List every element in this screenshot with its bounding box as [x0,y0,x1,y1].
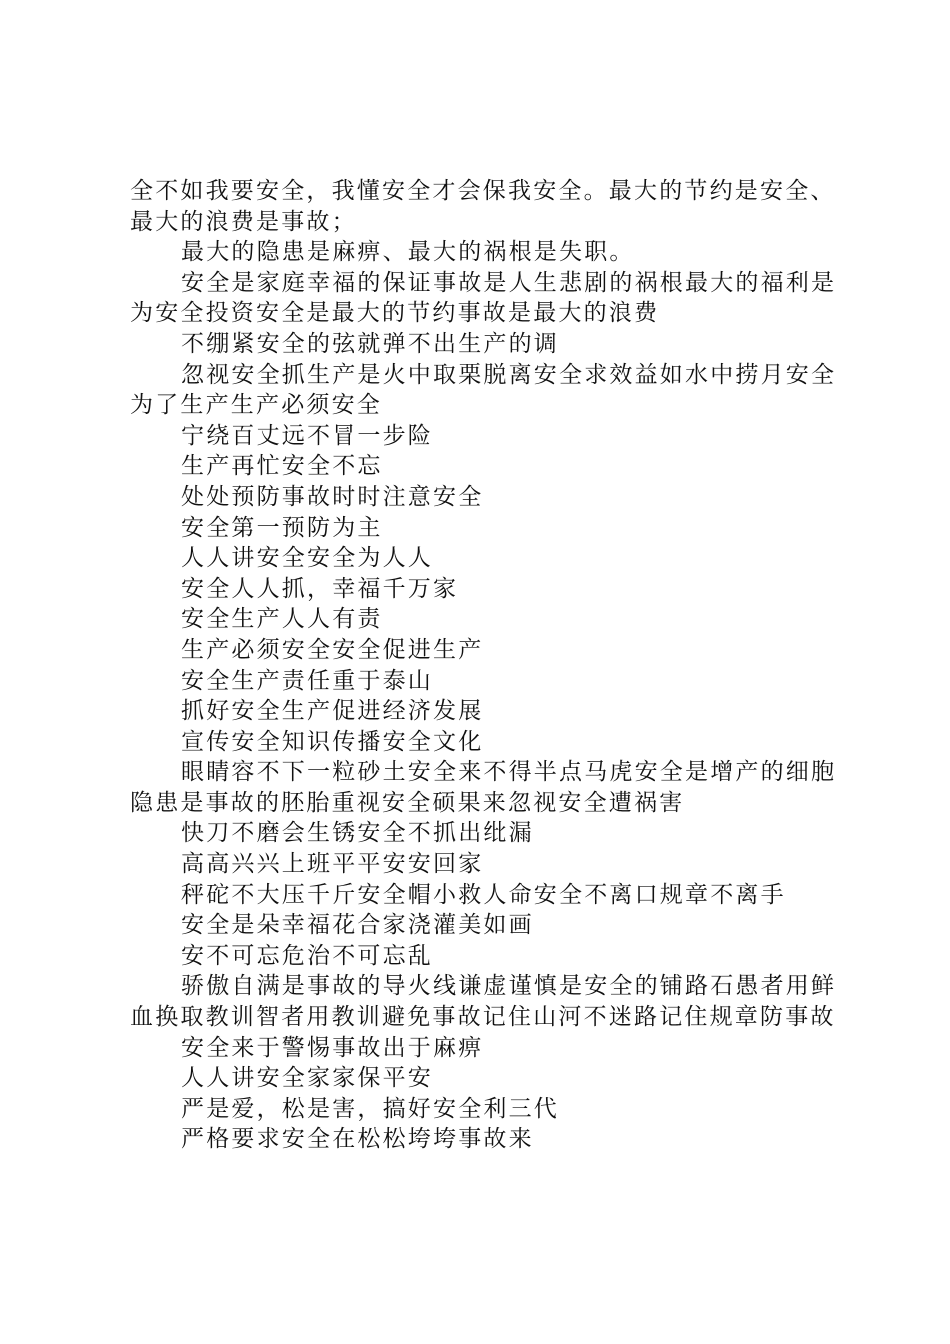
paragraph: 宣传安全知识传播安全文化 [181,728,484,755]
paragraph: 高高兴兴上班平平安安回家 [181,851,484,878]
paragraph: 骄傲自满是事故的导火线谦虚谨慎是安全的铺路石愚者用鲜血换取教训智者用教训避免事故记住山河不迷路记住规章防事故 [130,973,837,1031]
paragraph: 眼睛容不下一粒砂土安全来不得半点马虎安全是增产的细胞隐患是事故的胚胎重视安全硕果来忽视安全遭祸害 [130,759,837,816]
paragraph: 抓好安全生产促进经济发展 [181,698,484,725]
paragraph: 全不如我要安全，我懂安全才会保我安全。最大的节约是安全、最大的浪费是事故； [130,178,836,235]
paragraph: 人人讲安全安全为人人 [181,545,433,572]
paragraph: 生产必须安全安全促进生产 [181,636,484,663]
paragraph: 安全人人抓，幸福千万家 [181,575,459,602]
paragraph: 不绷紧安全的弦就弹不出生产的调 [181,330,559,357]
paragraph: 生产再忙安全不忘 [181,453,383,480]
paragraph: 安不可忘危治不可忘乱 [181,942,433,969]
paragraph: 安全生产人人有责 [181,606,383,633]
paragraph: 忽视安全抓生产是火中取栗脱离安全求效益如水中捞月安全为了生产生产必须安全 [130,361,837,419]
paragraph: 快刀不磨会生锈安全不抓出纰漏 [181,820,534,847]
paragraph: 宁绕百丈远不冒一步险 [181,422,433,449]
paragraph: 处处预防事故时时注意安全 [181,483,484,510]
document-body [130,176,850,1155]
paragraph: 最大的隐患是麻痹、最大的祸根是失职。 [181,239,635,266]
paragraph: 安全第一预防为主 [181,514,383,541]
paragraph: 严是爱，松是害，搞好安全利三代 [181,1095,559,1122]
paragraph: 安全是家庭幸福的保证事故是人生悲剧的祸根最大的福利是为安全投资安全是最大的节约事故是最大的浪费 [130,269,837,327]
paragraph: 安全是朵幸福花合家浇灌美如画 [181,912,534,939]
paragraph: 安全生产责任重于泰山 [181,667,433,694]
paragraph: 安全来于警惕事故出于麻痹 [181,1034,484,1061]
paragraph: 秤砣不大压千斤安全帽小救人命安全不离口规章不离手 [181,881,786,908]
paragraph: 人人讲安全家家保平安 [181,1065,433,1092]
paragraph: 严格要求安全在松松垮垮事故来 [181,1126,534,1153]
